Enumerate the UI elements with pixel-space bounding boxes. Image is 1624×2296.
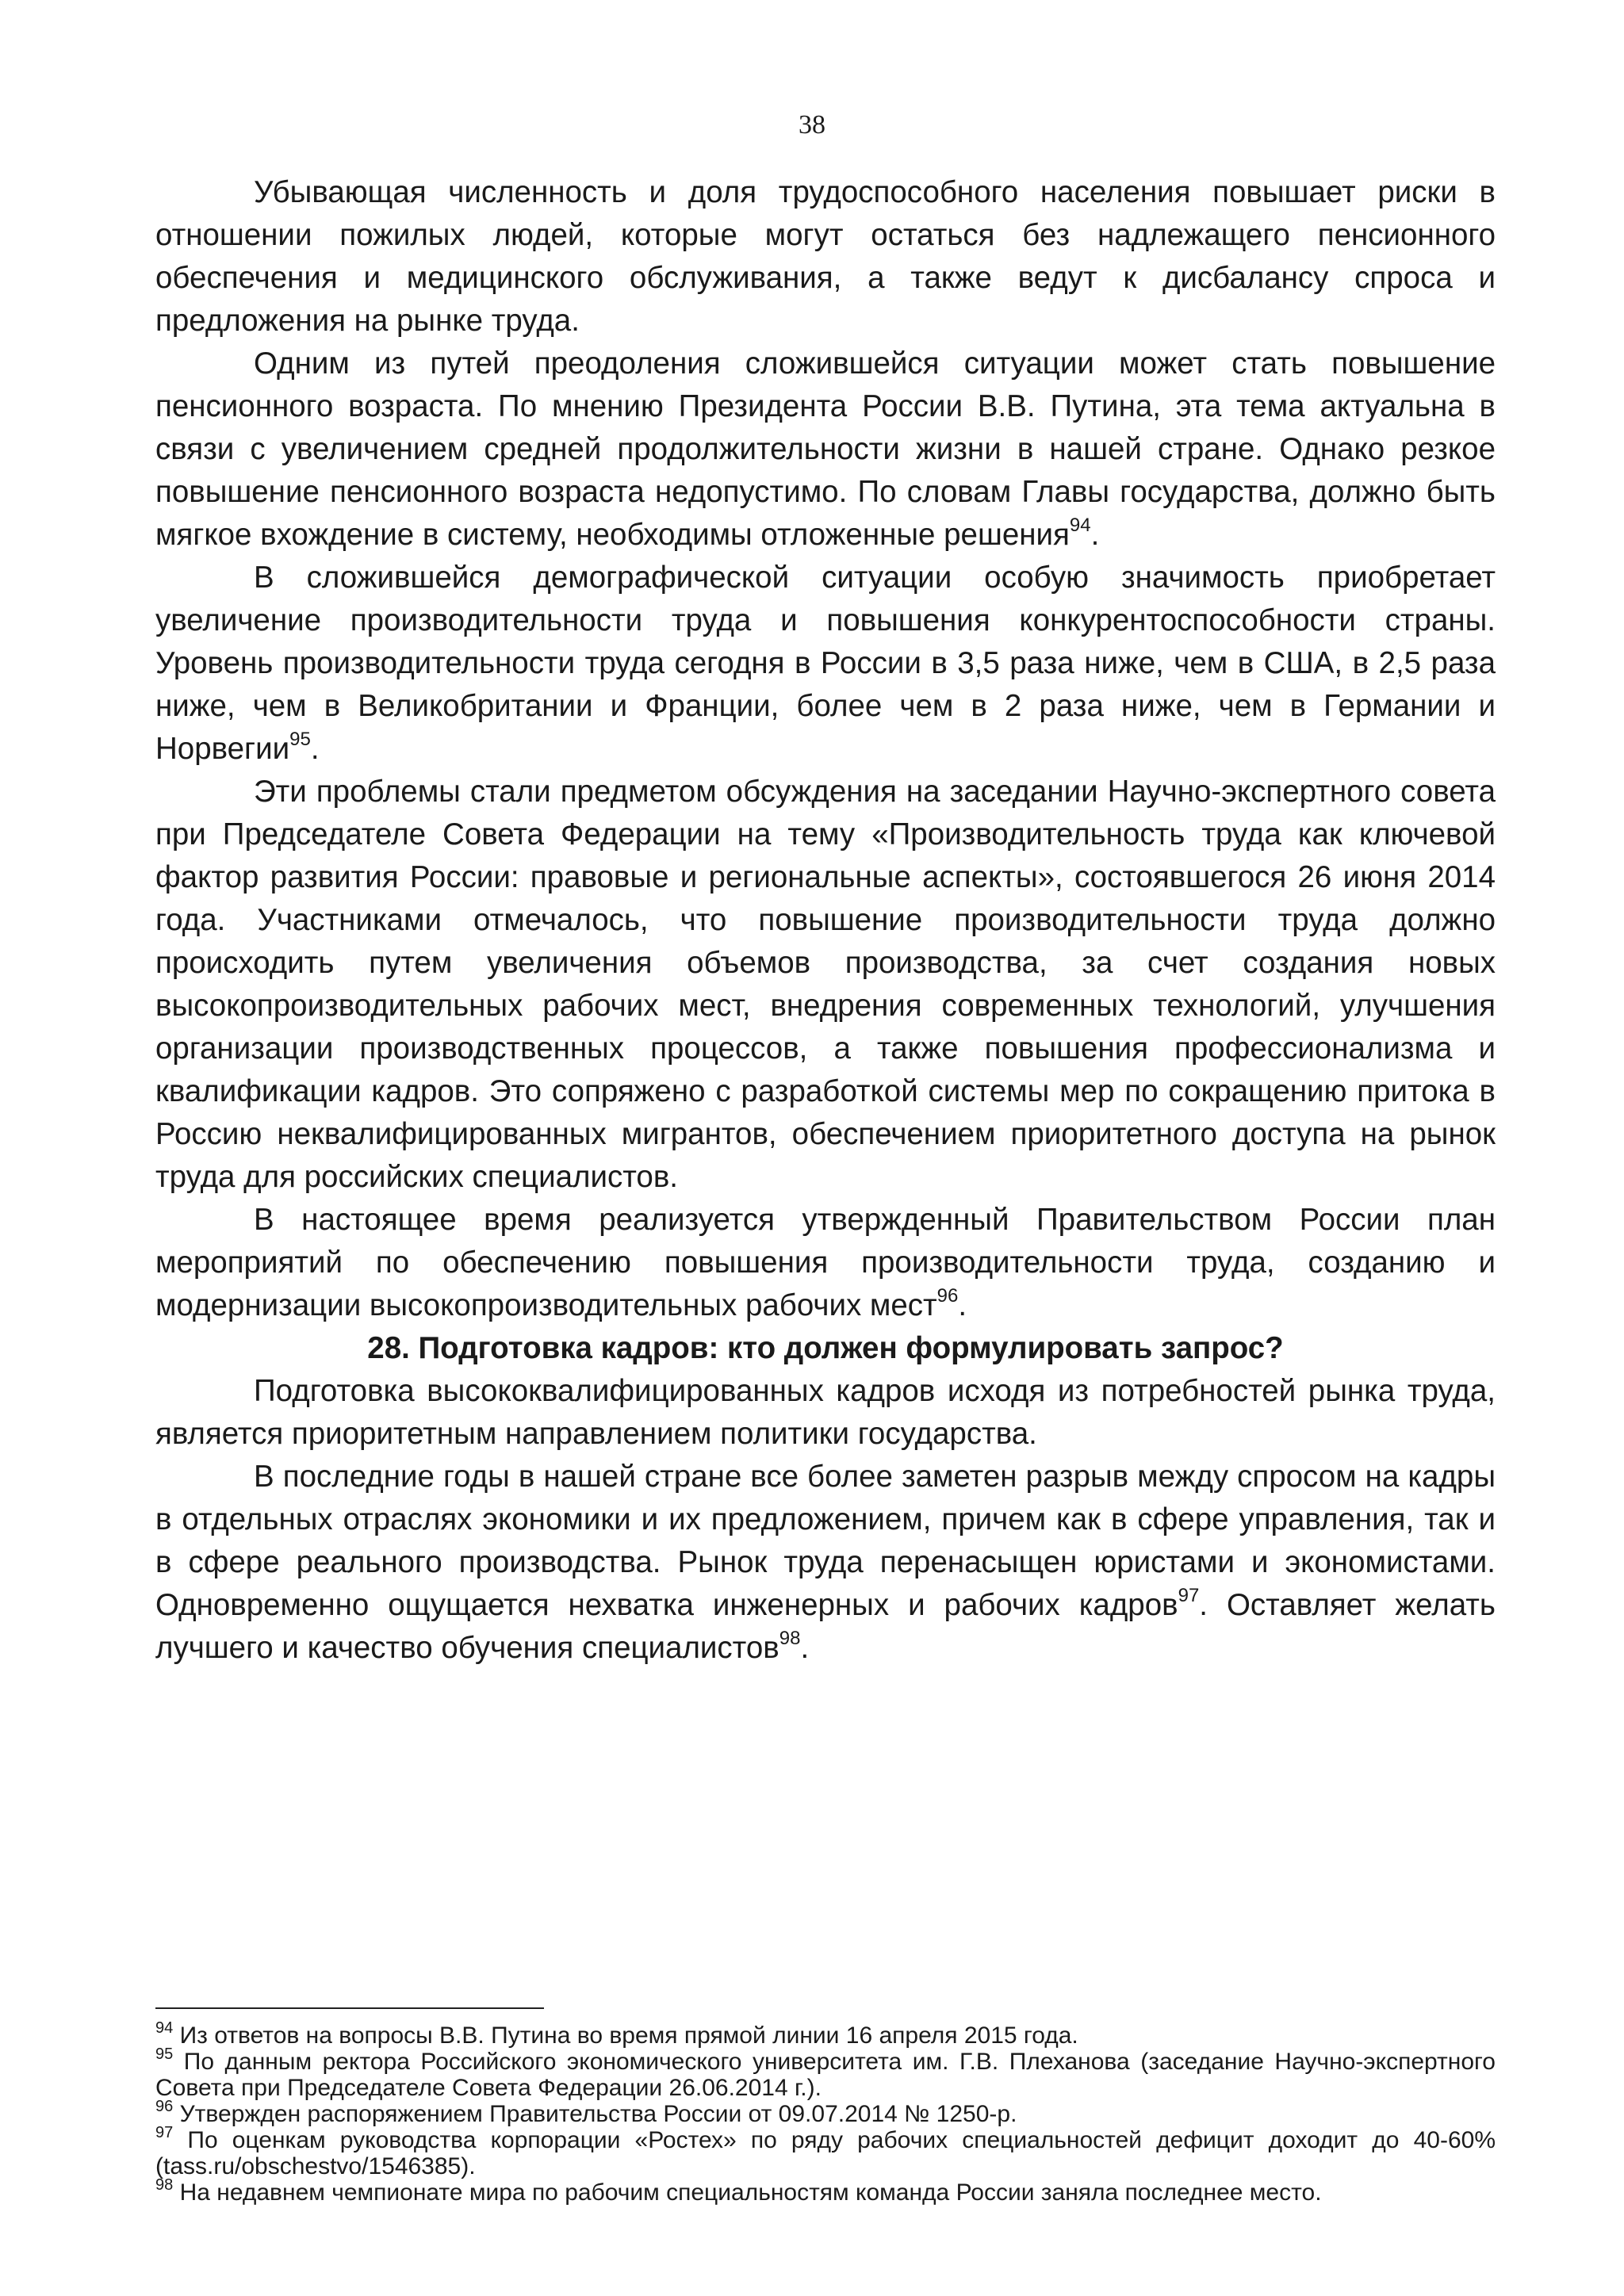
footnote-text: На недавнем чемпионате мира по рабочим специальностям команда России заняла последнее место. — [179, 2179, 1322, 2206]
footnote-95 — [155, 2045, 1496, 2101]
footnote-ref-95[interactable]: 95 — [289, 729, 311, 751]
paragraph-text: Подготовка высококвалифицированных кадров исходя из потребностей рынка труда, является приоритетным направлением политики государства. — [155, 1374, 1496, 1451]
paragraph-text-continued: . Оставляет желать лучшего и качество обучения специалистов — [155, 1588, 1496, 1665]
footnote-number: 96 — [155, 2098, 174, 2115]
paragraph-end: . — [958, 1288, 967, 1322]
paragraph-pension-age — [155, 342, 1496, 557]
paragraph-text: В сложившейся демографической ситуации особую значимость приобретает увеличение производительности труда и повышения конкурентоспособности страны. Уровень производительности труда сегодня в России в 3,5 раза ниже, чем в США, в 2,5 раза ниже, чем в Великобритании и Франции, более чем в 2 раза ниже, чем в Германии и Норвегии — [155, 561, 1496, 766]
footnote-number: 97 — [155, 2124, 174, 2141]
footnote-text: По оценкам руководства корпорации «Ростех» по ряду рабочих специальностей дефицит доходит до 40-60% (tass.ru/obschestvo/1546385). — [155, 2127, 1496, 2179]
paragraph-productivity — [155, 557, 1496, 771]
footnote-separator — [155, 2007, 544, 2009]
section-heading: 28. Подготовка кадров: кто должен формулировать запрос? — [367, 1331, 1284, 1365]
footnote-ref-94[interactable]: 94 — [1069, 515, 1091, 537]
paragraph-text: Одним из путей преодоления сложившейся ситуации может стать повышение пенсионного возраста. По мнению Президента России В.В. Путина, эта тема актуальна в связи с увеличением средней продолжительности жизни в нашей стране. Однако резкое повышение пенсионного возраста недопустимо. По словам Главы государства, должно быть мягкое вхождение в систему, необходимы отложенные решения — [155, 346, 1496, 552]
paragraph-end: . — [1090, 518, 1100, 552]
paragraph-end: . — [310, 732, 320, 766]
footnote-ref-96[interactable]: 96 — [936, 1285, 959, 1307]
paragraph-labor-gap — [155, 1456, 1496, 1670]
main-text — [155, 171, 1496, 1670]
footnote-ref-98[interactable]: 98 — [779, 1628, 801, 1650]
footnote-ref-97[interactable]: 97 — [1178, 1585, 1200, 1607]
paragraph-text: Эти проблемы стали предметом обсуждения на заседании Научно-экспертного совета при Председателе Совета Федерации на тему «Производительность труда как ключевой фактор развития России: правовые и региональные аспекты», состоявшегося 26 июня 2014 года. Участниками отмечалось, что повышение производительности труда должно происходить путем увеличения объемов производства, за счет создания новых высокопроизводительных рабочих мест, внедрения современных технологий, улучшения организации производственных процессов, а также повышения профессионализма и квалификации кадров. Это сопряжено с разработкой системы мер по сокращению притока в Россию неквалифицированных мигрантов, обеспечением приоритетного доступа на рынок труда для российских специалистов. — [155, 775, 1496, 1194]
footnote-text: Из ответов на вопросы В.В. Путина во время прямой линии 16 апреля 2015 года. — [179, 2022, 1078, 2049]
paragraph-expert-council — [155, 771, 1496, 1199]
footnote-text: По данным ректора Российского экономического университета им. Г.В. Плеханова (заседание Научно-экспертного Совета при Председателе Совета Федерации 26.06.2014 г.). — [155, 2049, 1496, 2101]
footnote-94 — [155, 2019, 1496, 2049]
paragraph-text: В настоящее время реализуется утвержденный Правительством России план мероприятий по обеспечению повышения производительности труда, созданию и модернизации высокопроизводительных рабочих мест — [155, 1203, 1496, 1322]
paragraph-text: Убывающая численность и доля трудоспособного населения повышает риски в отношении пожилых людей, которые могут остаться без надлежащего пенсионного обеспечения и медицинского обслуживания, а также ведут к дисбалансу спроса и предложения на рынке труда. — [155, 175, 1496, 338]
paragraph-text: В последние годы в нашей стране все более заметен разрыв между спросом на кадры в отдельных отраслях экономики и их предложением, причем как в сфере управления, так и в сфере реального производства. Рынок труда перенасыщен юристами и экономистами. Одновременно ощущается нехватка инженерных и рабочих кадров — [155, 1460, 1496, 1622]
paragraph-workforce-decline — [155, 171, 1496, 342]
footnote-98 — [155, 2176, 1496, 2206]
paragraph-training-priority — [155, 1370, 1496, 1456]
footnote-97 — [155, 2124, 1496, 2179]
page-number: 38 — [799, 110, 825, 140]
footnotes — [155, 2019, 1496, 2206]
footnote-text: Утвержден распоряжением Правительства России от 09.07.2014 № 1250-р. — [179, 2101, 1017, 2127]
footnote-number: 98 — [155, 2176, 174, 2194]
footnote-number: 94 — [155, 2019, 174, 2037]
footnote-number: 95 — [155, 2045, 174, 2063]
paragraph-end: . — [800, 1631, 810, 1665]
paragraph-government-plan — [155, 1199, 1496, 1327]
footnote-96 — [155, 2098, 1496, 2127]
